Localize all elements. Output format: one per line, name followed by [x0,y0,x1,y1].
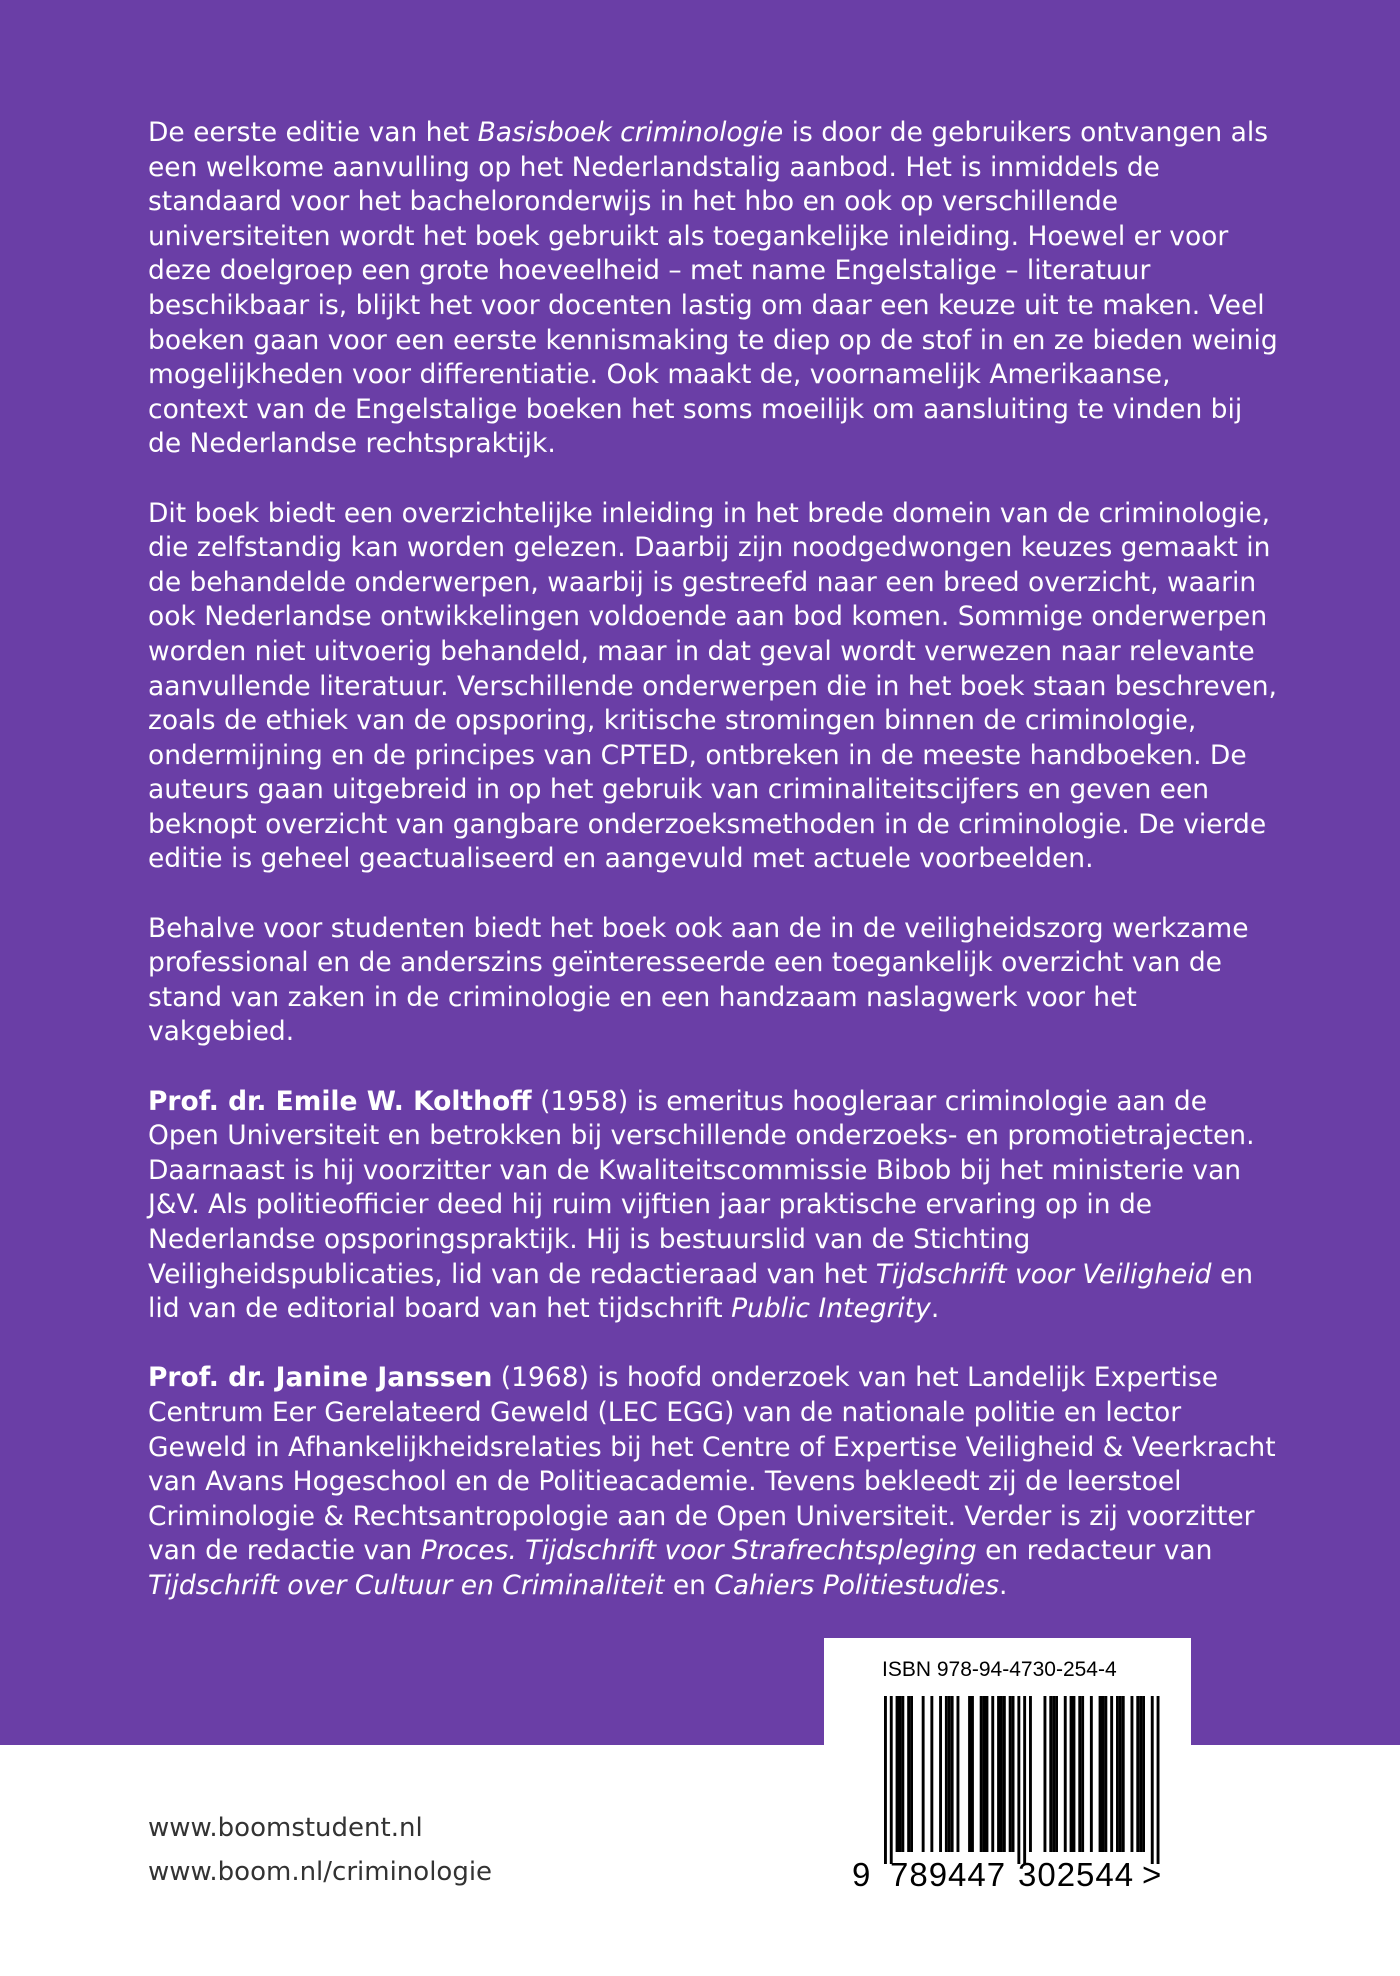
barcode-bar [983,1696,986,1852]
barcode-bar [1044,1696,1047,1852]
barcode-bar [1078,1696,1081,1852]
barcode-bar [1009,1696,1012,1852]
barcode-bar [907,1696,910,1852]
blurb-text [148,116,1278,1638]
barcode-bar [1012,1696,1015,1852]
barcode-bar [1136,1696,1139,1852]
barcode-bar [1049,1696,1052,1852]
isbn-barcode-block [824,1638,1191,1928]
text-run: Behalve voor studenten biedt het boek ook aan de in de veiligheidszorg werkzame professional en de anderszins geïnteresseerde een toegankelijk overzicht van de stand van zaken in de criminologie en een handzaam naslagwerk voor het vakgebied. [148,912,1249,1048]
barcode-bar [1119,1696,1122,1852]
isbn-label: ISBN 978-94-4730-254-4 [882,1658,1117,1681]
barcode-bar [939,1696,942,1852]
barcode-bar [910,1696,913,1852]
barcode-bar [890,1696,893,1864]
barcode-digit-left-group: 789447 [890,1856,1007,1893]
text-run: en [664,1569,715,1601]
text-run: (1958) is emeritus hoogleraar criminologie aan de Open Universiteit en betrokken bij verschillende onderzoeks- en promotietrajecten. Daarnaast is hij voorzitter van de Kwaliteitscommissie Bibob bij het ministerie van J&V. Als politieofficier deed hij ruim vijftien jaar praktische ervaring op in de Nederlandse opsporingspraktijk. Hij is bestuurslid van de Stichting Veiligheidspublicaties, lid van de redactieraad van het [148,1085,1255,1290]
barcode-bar [1090,1696,1093,1852]
barcode-bar [980,1696,983,1852]
author-bio-kolthoff [148,1085,1278,1327]
barcode-bar [1122,1696,1125,1852]
barcode-bar [991,1696,994,1852]
barcode-digits [852,1856,1162,1894]
paragraph-audience [148,912,1278,1050]
text-run: . [930,1293,940,1325]
barcode-bar [930,1696,933,1852]
barcode-bar [1151,1696,1154,1864]
barcode-quiet-marker: > [1142,1856,1163,1893]
barcode-bar [971,1696,974,1852]
barcode-bar [901,1696,904,1852]
text-run: . [999,1569,1008,1601]
author-name: Prof. dr. Emile W. Kolthoff [148,1085,532,1117]
barcode-bar [945,1696,948,1852]
barcode-bar [1029,1696,1032,1852]
author-name: Prof. dr. Janine Janssen [148,1362,493,1394]
title-italic: Public Integrity [731,1293,931,1325]
text-run: De eerste editie van het [148,117,478,148]
barcode-bar [1099,1696,1102,1852]
barcode-bar [1064,1696,1067,1852]
barcode-bar [968,1696,971,1852]
barcode-bar [951,1696,954,1852]
text-run: Dit boek biedt een overzichtelijke inleiding in het brede domein van de criminologie, die zelfstandig kan worden gelezen. Daarbij zijn noodgedwongen keuzes gemaakt in de behandelde onderwerpen, waarbij is gestreefd naar een breed overzicht, waarin ook Nederlandse ontwikkelingen voldoende aan bod komen. Sommige onderwerpen worden niet uitvoerig behandeld, maar in dat geval wordt verwezen naar relevante aanvullende literatuur. Verschillende onderwerpen die in het boek staan beschreven, zoals de ethiek van de opsporing, kritische stromingen binnen de criminologie, ondermijning en de principes van CPTED, ontbreken in de meeste handboeken. De auteurs gaan uitgebreid in op het gebruik van criminaliteitscijfers en geven een beknopt overzicht van gangbare onderzoeksmethoden in de criminologie. De vierde editie is geheel geactualiseerd en aangevuld met actuele voorbeelden. [148,497,1277,875]
barcode-digit-lead: 9 [852,1856,872,1893]
barcode-bar [896,1696,899,1852]
title-italic: Cahiers Politiestudies [714,1569,999,1601]
barcode-bar [948,1696,951,1852]
barcode-bar [986,1696,989,1852]
barcode-bar [1142,1696,1145,1852]
barcode-bar [1131,1696,1134,1852]
url-boom-criminologie[interactable]: www.boom.nl/criminologie [148,1857,493,1887]
barcode-bar [922,1696,925,1852]
barcode-bar [1157,1696,1160,1864]
paragraph-overview [148,497,1278,878]
text-run: en redacteur van [976,1535,1213,1567]
url-boomstudent[interactable]: www.boomstudent.nl [148,1813,423,1843]
barcode-bar [1070,1696,1073,1852]
barcode-bar [1073,1696,1076,1852]
paragraph-intro [148,116,1278,462]
text-run: is door de gebruikers ontvangen als een welkome aanvulling op het Nederlandstalig aanbod. Het is inmiddels de standaard voor het bacheloronderwijs in het hbo en ook op verschillende universiteiten wordt het boek gebruikt als toegankelijke inleiding. Hoewel er voor deze doelgroep een grote hoeveelheid – met name Engelstalige – literatuur beschikbaar is, blijkt het voor docenten lastig om daar een keuze uit te maken. Veel boeken gaan voor een eerste kennismaking te diep op de stof in en ze bieden weinig mogelijkheden voor differentiatie. Ook maakt de, voornamelijk Amerikaanse, context van de Engelstalige boeken het soms moeilijk om aansluiting te vinden bij de Nederlandse rechtspraktijk. [148,117,1278,460]
publisher-urls [148,1806,492,1894]
barcode-bar [1110,1696,1113,1852]
barcode-bar [884,1696,887,1864]
barcode-digit-right-group: 302544 [1018,1856,1135,1893]
title-italic: Basisboek criminologie [477,117,784,148]
title-italic: Proces. Tijdschrift voor Strafrechtspleging [420,1535,977,1567]
barcode-bar [1116,1696,1119,1852]
barcode-bar [957,1696,960,1852]
barcode-bar [1052,1696,1055,1852]
barcode-bar [1023,1696,1026,1864]
barcode-bar [1102,1696,1105,1852]
barcode-bar [997,1696,1000,1852]
title-italic: Tijdschrift over Cultuur en Criminaliteit [148,1569,665,1601]
barcode-bar [1000,1696,1003,1852]
text-run: en lid van de editorial board van het tijdschrift [148,1258,1254,1325]
barcode-bar [1104,1696,1107,1852]
barcode-bar [899,1696,902,1852]
barcode-bar [1003,1696,1006,1852]
barcode-bar [1055,1696,1058,1852]
title-italic: Tijdschrift voor Veiligheid [875,1258,1212,1290]
author-bio-janssen [148,1361,1278,1603]
barcode-bar [1017,1696,1020,1864]
text-run: (1968) is hoofd onderzoek van het Landelijk Expertise Centrum Eer Gerelateerd Geweld (LEC EGG) van de nationale politie en lector Geweld in Afhankelijkheidsrelaties bij het Centre of Expertise Veiligheid & Veerkracht van Avans Hogeschool en de Politieacademie. Tevens bekleedt zij de leerstoel Criminologie & Rechtsantropologie aan de Open Universiteit. Verder is zij voorzitter van de redactie van [148,1362,1276,1567]
barcode-bar [1139,1696,1142,1852]
barcode-bar [1081,1696,1084,1852]
